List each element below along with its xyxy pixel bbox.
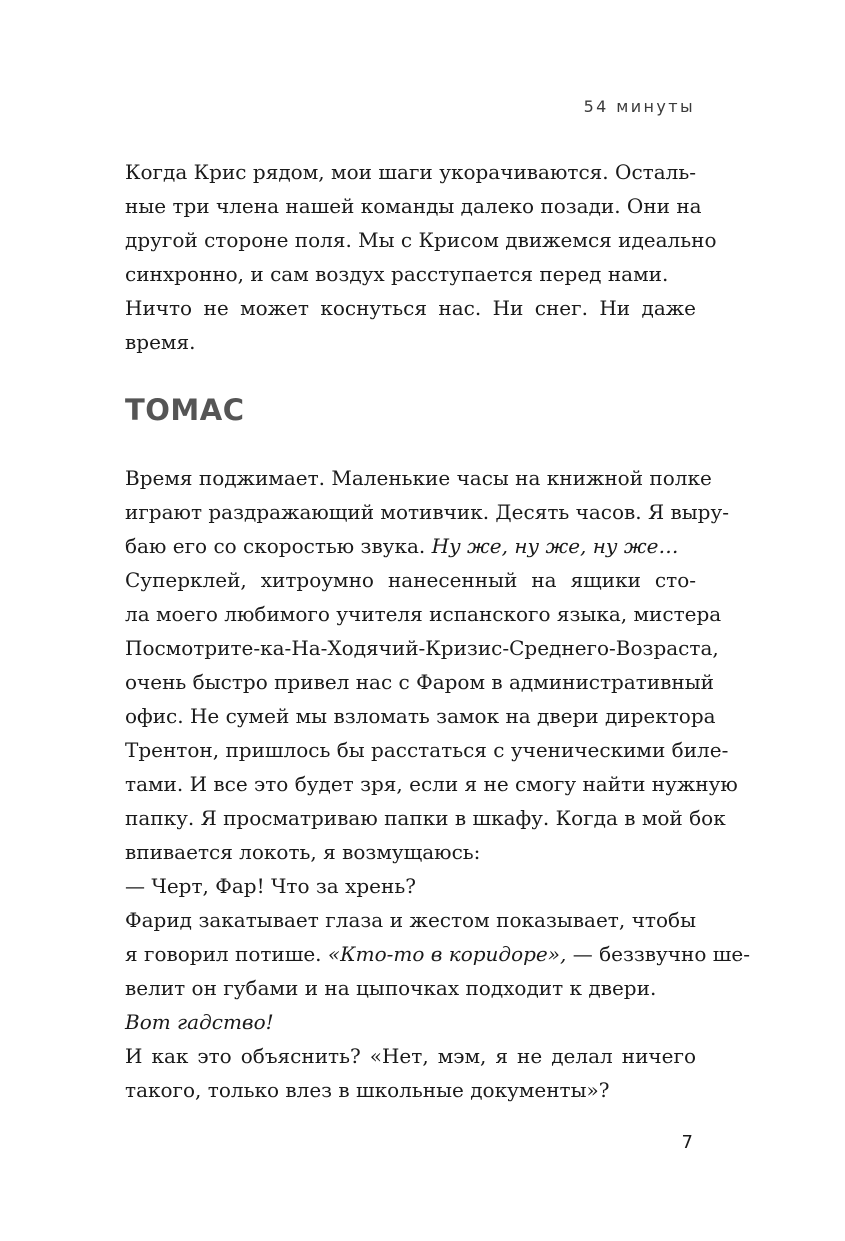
text-line: Посмотрите-ка-На-Ходячий-Кризис-Среднего-Возраста, — [125, 636, 719, 660]
text-span: баю его со скоростью звука. — [125, 534, 432, 558]
text-line: ные три члена нашей команды далеко позади. Они на — [125, 194, 702, 218]
text-section-1 — [125, 155, 717, 359]
text-line — [125, 1005, 696, 1039]
italic-span: Ну же, ну же, ну же… — [431, 534, 679, 558]
chapter-heading: ТОМАС — [125, 393, 245, 427]
text-line: тами. И все это будет зря, если я не смогу найти нужную — [125, 772, 738, 796]
dialogue-line: — Черт, Фар! Что за хрень? — [125, 874, 416, 898]
text-line: время. — [125, 330, 196, 354]
text-line: Ничто не может коснуться нас. Ни снег. Ни даже — [125, 296, 696, 320]
text-line: впивается локоть, я возмущаюсь: — [125, 840, 481, 864]
italic-span: Вот гадство! — [125, 1010, 274, 1034]
text-line: Трентон, пришлось бы расстаться с ученическими биле- — [125, 738, 729, 762]
text-section-2 — [125, 461, 750, 1107]
text-line: играют раздражающий мотивчик. Десять часов. Я выру- — [125, 500, 730, 524]
italic-span: «Кто-то в коридоре», — [327, 942, 567, 966]
text-span: я говорил потише. — [125, 942, 328, 966]
text-line: другой стороне поля. Мы с Крисом движемся идеально — [125, 228, 717, 252]
text-line: офис. Не сумей мы взломать замок на двери директора — [125, 704, 716, 728]
text-line: такого, только влез в школьные документы»? — [125, 1078, 610, 1102]
text-line: Когда Крис рядом, мои шаги укорачиваются. Осталь- — [125, 160, 696, 184]
text-line: папку. Я просматриваю папки в шкафу. Когда в мой бок — [125, 806, 726, 830]
text-line: синхронно, и сам воздух расступается перед нами. — [125, 262, 669, 286]
text-line: Суперклей, хитроумно нанесенный на ящики сто- — [125, 568, 696, 592]
text-line: И как это объяснить? «Нет, мэм, я не делал ничего — [125, 1044, 696, 1068]
text-line — [125, 529, 696, 563]
text-line: Фарид закатывает глаза и жестом показывает, чтобы — [125, 908, 696, 932]
text-span: — беззвучно ше- — [566, 942, 750, 966]
text-line: ла моего любимого учителя испанского языка, мистера — [125, 602, 722, 626]
page-number: 7 — [681, 1132, 693, 1153]
text-line — [125, 937, 750, 971]
running-head: 54 минуты — [583, 97, 695, 116]
text-line: велит он губами и на цыпочках подходит к двери. — [125, 976, 657, 1000]
text-line: Время поджимает. Маленькие часы на книжной полке — [125, 466, 712, 490]
text-line: очень быстро привел нас с Фаром в административный — [125, 670, 715, 694]
